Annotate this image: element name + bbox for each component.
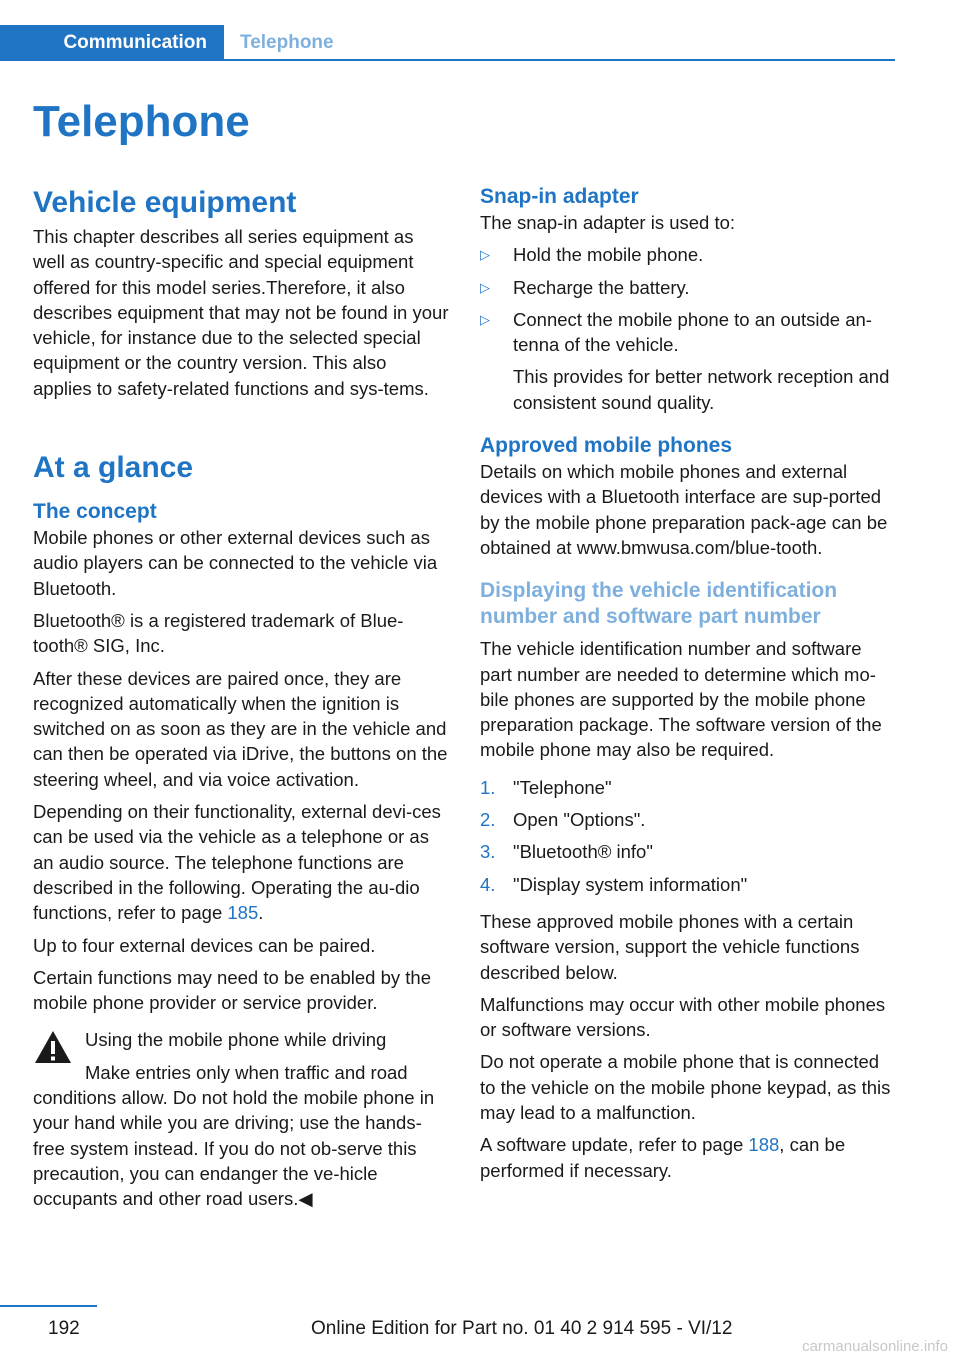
concept-paragraph-4: Depending on their functionality, external devi-ces can be used via the vehicle as a telephone or as an audio source. The telephone functions are described in the following. Operating the au-dio functions, refer to page 185.: [33, 801, 441, 924]
concept-paragraph-1: Mobile phones or other external devices such as audio players can be connected to the vehicle via Bluetooth.: [33, 527, 438, 599]
heading-displaying-vin: Displaying the vehicle identification number and software part number: [480, 579, 838, 629]
list-item: ▷ Recharge the battery.: [480, 276, 690, 298]
triangle-bullet-icon: ▷: [480, 279, 490, 295]
vin-text: The vehicle identification number and software part number are needed to determine which mo-bile phones are supported by the mobile phone preparation package. The software version of the mobile phone may also be required.: [480, 638, 882, 761]
right-column: [480, 184, 896, 1190]
concept-paragraph-6: Certain functions may need to be enabled by the mobile phone provider or service provider.: [33, 966, 432, 1014]
vin-paragraph-3: Do not operate a mobile phone that is connected to the vehicle on the mobile phone keypad, as this may lead to a malfunction.: [480, 1051, 891, 1124]
steps-list: [480, 775, 896, 897]
warning-block: [33, 1027, 449, 1211]
concept-paragraph-3: After these devices are paired once, they are recognized automatically when the ignition is switched on as soon as they are in the vehicle and can then be operated via iDrive, the buttons on the steering wheel, and via voice activation.: [33, 667, 448, 790]
header-rule: [224, 59, 895, 61]
page-number: 192: [48, 1318, 80, 1339]
running-header: [0, 25, 895, 61]
list-item: ▷ Hold the mobile phone.: [480, 244, 704, 266]
header-tab-telephone[interactable]: Telephone: [240, 32, 334, 53]
list-item-subtext: This provides for better network reception and consistent sound quality.: [513, 366, 890, 413]
snap-in-list: [480, 242, 896, 415]
concept-paragraph-2: Bluetooth® is a registered trademark of Blue-tooth® SIG, Inc.: [33, 609, 404, 657]
warning-triangle-icon: [33, 1029, 73, 1065]
warning-text: conditions allow. Do not hold the mobile phone in your hand while you are driving; use the hands-free system instead. If you do not ob-serve this precaution, you can endanger the ve-hicle occupants and other road users.◀: [33, 1087, 435, 1210]
list-item: ▷ Connect the mobile phone to an outside an-tenna of the vehicle. This provides for better network reception and consistent sound quality.: [480, 307, 896, 415]
left-column: [33, 184, 449, 1219]
list-item: 4. "Display system information": [480, 873, 748, 895]
watermark: carmanualsonline.info: [802, 1338, 948, 1355]
heading-snap-in-adapter: Snap-in adapter: [480, 185, 639, 208]
footer-edition: Online Edition for Part no. 01 40 2 914 595 - VI/12: [311, 1318, 733, 1339]
list-item: 1. "Telephone": [480, 776, 612, 798]
vin-paragraph-2: Malfunctions may occur with other mobile phones or software versions.: [480, 993, 886, 1041]
vehicle-equipment-text: This chapter describes all series equipment as well as country-specific and special equipment offered for this model series.Therefore, it also describes equipment that may not be found in your vehicle, for instance due to the selected special equipment or the country version. This also applies to safety-related functions and sys-tems.: [33, 226, 449, 399]
triangle-bullet-icon: ▷: [480, 247, 490, 263]
warning-title: Using the mobile phone while driving: [85, 1029, 387, 1051]
concept-paragraph-5: Up to four external devices can be paired.: [33, 934, 376, 956]
heading-the-concept: The concept: [33, 500, 157, 524]
list-item: 3. "Bluetooth® info": [480, 841, 653, 863]
list-item: 2. Open "Options".: [480, 809, 646, 831]
page-title: Telephone: [33, 97, 250, 146]
header-tab-communication[interactable]: Communication: [0, 25, 224, 61]
footer-rule: [0, 1305, 97, 1307]
triangle-bullet-icon: ▷: [480, 311, 490, 327]
approved-text: Details on which mobile phones and external devices with a Bluetooth interface are sup-ported by the mobile phone preparation pack-age can be obtained at www.bmwusa.com/blue-tooth.: [480, 461, 888, 558]
heading-at-a-glance: At a glance: [33, 451, 194, 485]
page-link-185[interactable]: 185: [227, 902, 259, 924]
heading-approved-mobile-phones: Approved mobile phones: [480, 434, 733, 458]
page-link-188[interactable]: 188: [748, 1134, 780, 1156]
heading-vehicle-equipment: Vehicle equipment: [33, 186, 297, 219]
snap-in-intro: The snap-in adapter is used to:: [480, 212, 736, 233]
warning-text-first-line: Make entries only when traffic and road: [85, 1061, 408, 1083]
vin-paragraph-4: A software update, refer to page 188, can be performed if necessary.: [480, 1134, 846, 1181]
vin-paragraph-1: These approved mobile phones with a certain software version, support the vehicle functions described below.: [480, 910, 860, 983]
